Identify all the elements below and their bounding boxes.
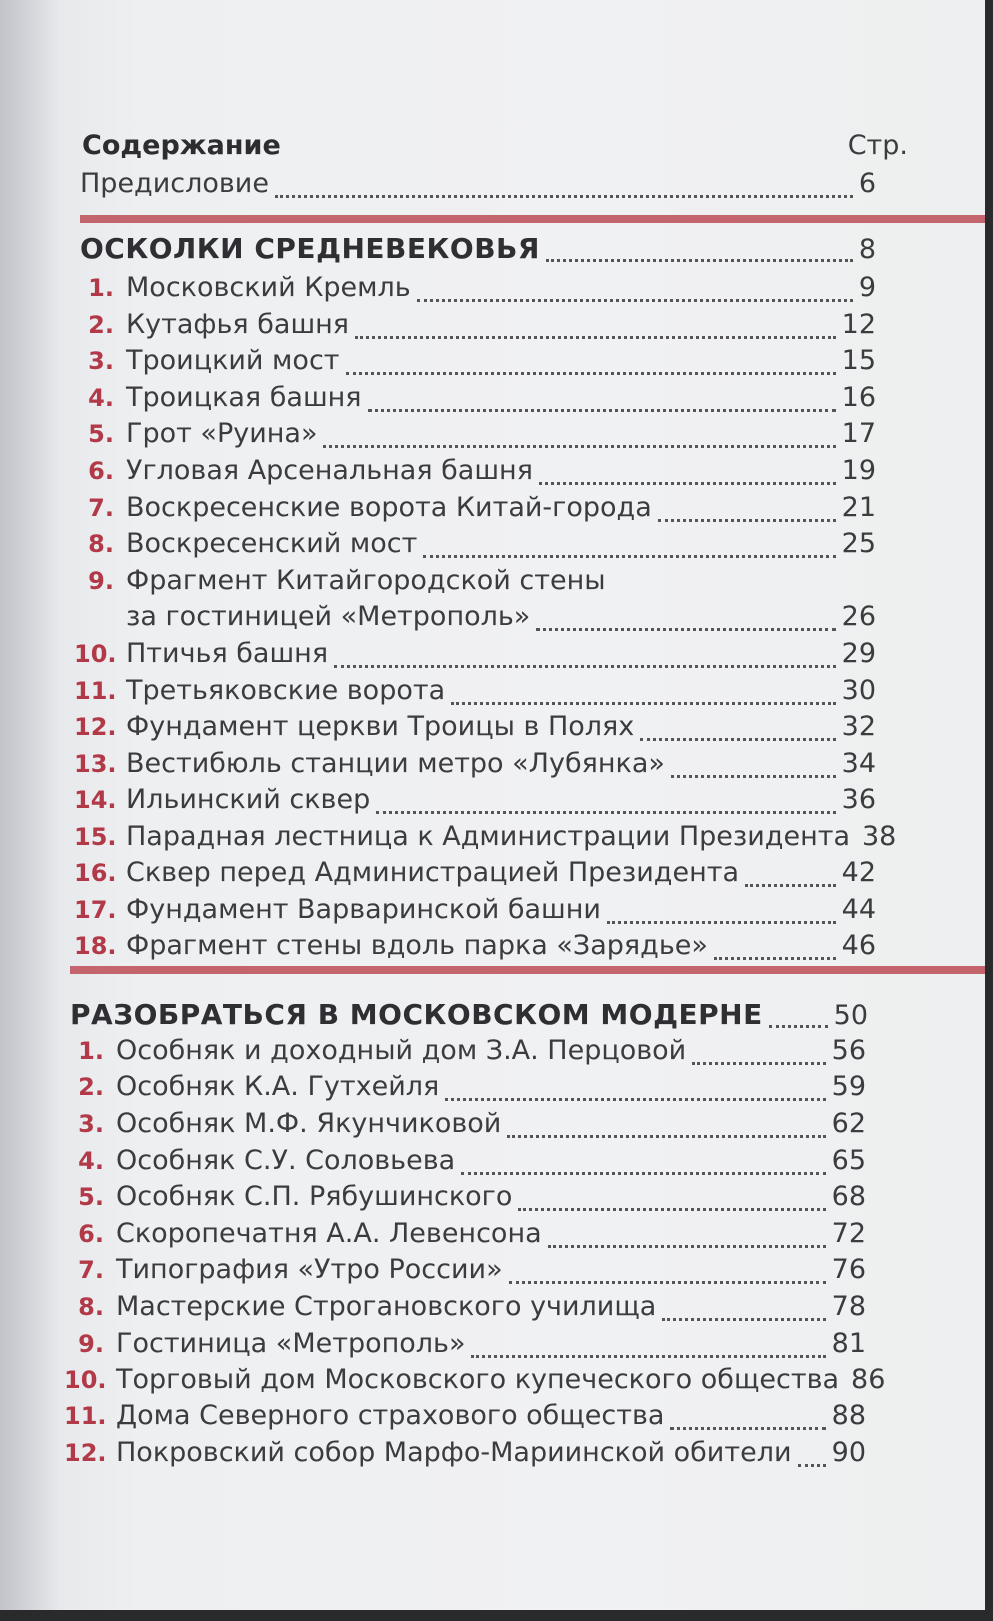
leader-dots <box>670 1427 825 1430</box>
entry-number: 5. <box>78 1183 104 1211</box>
toc-entry-row[interactable] <box>74 565 876 601</box>
toc-entry-row[interactable] <box>74 492 876 528</box>
entry-title: Московский Кремль <box>126 272 411 303</box>
leader-dots <box>692 1062 825 1065</box>
toc-entry-row[interactable] <box>74 784 876 820</box>
section-page: 50 <box>833 1000 868 1031</box>
entry-page: 9 <box>858 272 876 303</box>
entry-number: 11. <box>64 1402 107 1430</box>
entry-title: Мастерские Строгановского училища <box>116 1291 657 1322</box>
leader-dots <box>376 811 835 814</box>
entry-title: Птичья башня <box>126 638 329 669</box>
entry-title: Третьяковские ворота <box>126 675 446 706</box>
entry-number: 3. <box>78 1110 104 1138</box>
entry-title: Покровский собор Марфо-Мариинской обители <box>116 1437 792 1468</box>
leader-dots <box>518 1208 825 1211</box>
entry-number: 16. <box>74 859 117 887</box>
entry-number: 2. <box>88 311 114 339</box>
leader-dots <box>323 445 835 448</box>
leader-dots <box>607 921 836 924</box>
leader-dots <box>714 957 836 960</box>
toc-entry-row[interactable] <box>74 638 876 674</box>
entry-page: 62 <box>831 1108 866 1139</box>
entry-title: Особняк М.Ф. Якунчиковой <box>116 1108 502 1139</box>
entry-title: Особняк С.П. Рябушинского <box>116 1181 513 1212</box>
entry-number: 12. <box>64 1439 107 1467</box>
leader-dots <box>745 884 836 887</box>
leader-dots <box>509 1281 826 1284</box>
toc-entry-row[interactable] <box>64 1145 866 1181</box>
toc-entry-row[interactable] <box>74 930 876 966</box>
entry-number: 10. <box>74 640 117 668</box>
entry-title: Угловая Арсенальная башня <box>126 455 533 486</box>
toc-entry-row[interactable] <box>64 1328 866 1364</box>
entry-page: 17 <box>841 418 876 449</box>
entry-title: Особняк К.А. Гутхейля <box>116 1071 440 1102</box>
entry-number: 15. <box>74 823 117 851</box>
toc-entry-continuation[interactable] <box>126 601 876 637</box>
leader-dots <box>546 259 853 262</box>
entry-page: 42 <box>841 857 876 888</box>
toc-entry-row[interactable] <box>74 418 876 454</box>
entry-number: 2. <box>78 1073 104 1101</box>
entry-page: 21 <box>841 492 876 523</box>
section-title: РАЗОБРАТЬСЯ В МОСКОВСКОМ МОДЕРНЕ <box>70 998 763 1031</box>
section-title: ОСКОЛКИ СРЕДНЕВЕКОВЬЯ <box>80 232 540 265</box>
entry-number: 12. <box>74 713 117 741</box>
entry-title: Типография «Утро России» <box>116 1254 503 1285</box>
leader-dots <box>368 409 836 412</box>
entry-number: 9. <box>78 1330 104 1358</box>
entry-title: Воскресенские ворота Китай-города <box>126 492 652 523</box>
toc-entry-row[interactable] <box>64 1071 866 1107</box>
entry-title: Фрагмент Китайгородской стены <box>126 565 606 596</box>
leader-dots <box>658 519 836 522</box>
leader-dots <box>423 555 835 558</box>
leader-dots <box>417 299 853 302</box>
entry-title: Парадная лестница к Администрации Президента <box>126 821 850 852</box>
toc-entry-row[interactable] <box>64 1254 866 1290</box>
toc-entry-row[interactable] <box>64 1291 866 1327</box>
toc-entry-row[interactable] <box>74 675 876 711</box>
toc-entry-row[interactable] <box>64 1364 886 1400</box>
entry-page: 30 <box>841 675 876 706</box>
entry-page: 65 <box>831 1145 866 1176</box>
entry-number: 10. <box>64 1366 107 1394</box>
toc-entry-row[interactable] <box>64 1035 866 1071</box>
entry-page: 34 <box>841 748 876 779</box>
entry-number: 3. <box>88 347 114 375</box>
leader-dots <box>471 1355 825 1358</box>
leader-dots <box>798 1464 826 1467</box>
entry-page: 25 <box>841 528 876 559</box>
entry-title: Торговый дом Московского купеческого общества <box>116 1364 840 1395</box>
entry-title: Гостиница «Метрополь» <box>116 1328 466 1359</box>
toc-entry-row[interactable] <box>74 382 876 418</box>
entry-number: 11. <box>74 677 117 705</box>
entry-page: 46 <box>841 930 876 961</box>
entry-title: Троицкая башня <box>126 382 362 413</box>
entry-page: 16 <box>841 382 876 413</box>
entry-page: 81 <box>831 1328 866 1359</box>
toc-page-label: Стр. <box>847 130 908 161</box>
toc-title: Содержание <box>82 130 281 161</box>
entry-page: 38 <box>862 821 897 852</box>
entry-page: 29 <box>841 638 876 669</box>
entry-page: 12 <box>841 309 876 340</box>
entry-number: 8. <box>88 530 114 558</box>
entry-title: Троицкий мост <box>126 345 340 376</box>
entry-number: 5. <box>88 420 114 448</box>
toc-entry-row[interactable] <box>64 1218 866 1254</box>
entry-page: 36 <box>841 784 876 815</box>
section-heading-row[interactable] <box>70 998 868 1034</box>
leader-dots <box>445 1098 825 1101</box>
entry-number: 13. <box>74 750 117 778</box>
toc-entry-row[interactable] <box>74 711 876 747</box>
entry-page: 68 <box>831 1181 866 1212</box>
entry-number: 4. <box>88 384 114 412</box>
leader-dots <box>662 1318 825 1321</box>
leader-dots <box>346 372 836 375</box>
section-page: 8 <box>858 234 876 265</box>
entry-page: 56 <box>831 1035 866 1066</box>
toc-entry-row[interactable] <box>74 821 897 857</box>
entry-title: Вестибюль станции метро «Лубянка» <box>126 748 665 779</box>
toc-entry-row[interactable] <box>74 309 876 345</box>
leader-dots <box>539 482 836 485</box>
entry-number: 8. <box>78 1293 104 1321</box>
entry-page: 90 <box>831 1437 866 1468</box>
leader-dots <box>671 775 836 778</box>
entry-number: 6. <box>88 457 114 485</box>
entry-page: 72 <box>831 1218 866 1249</box>
entry-number: 6. <box>78 1220 104 1248</box>
leader-dots <box>355 336 836 339</box>
entry-title: Фрагмент стены вдоль парка «Зарядье» <box>126 930 708 961</box>
leader-dots <box>640 738 835 741</box>
toc-entry-row[interactable] <box>74 272 876 308</box>
leader-dots <box>536 628 835 631</box>
section-divider <box>80 215 985 223</box>
entry-title: Воскресенский мост <box>126 528 418 559</box>
toc-entry-row[interactable] <box>74 345 876 381</box>
toc-entry-row[interactable] <box>64 1181 866 1217</box>
entry-title: Фундамент Варваринской башни <box>126 894 601 925</box>
entry-number: 1. <box>88 274 114 302</box>
entry-page: 88 <box>831 1400 866 1431</box>
preface-page: 6 <box>858 168 876 199</box>
entry-page: 78 <box>831 1291 866 1322</box>
entry-number: 17. <box>74 896 117 924</box>
entry-page: 15 <box>841 345 876 376</box>
entry-title: Сквер перед Администрацией Президента <box>126 857 740 888</box>
toc-entry-row[interactable] <box>74 455 876 491</box>
section-divider <box>70 966 985 974</box>
leader-dots <box>461 1172 825 1175</box>
entry-number: 7. <box>78 1256 104 1284</box>
toc-entry-row[interactable] <box>64 1108 866 1144</box>
entry-page: 86 <box>851 1364 886 1395</box>
toc-entry-row[interactable] <box>74 857 876 893</box>
leader-dots <box>451 702 836 705</box>
leader-dots <box>769 1025 828 1028</box>
leader-dots <box>275 195 853 198</box>
leader-dots <box>548 1245 826 1248</box>
entry-title: Кутафья башня <box>126 309 350 340</box>
entry-page: 44 <box>841 894 876 925</box>
entry-title-continuation: за гостиницей «Метрополь» <box>126 601 531 632</box>
entry-title: Особняк и доходный дом З.А. Перцовой <box>116 1035 687 1066</box>
entry-page: 32 <box>841 711 876 742</box>
section-heading-row[interactable] <box>80 232 876 268</box>
leader-dots <box>334 665 836 668</box>
entry-title: Дома Северного страхового общества <box>116 1400 665 1431</box>
entry-title: Ильинский сквер <box>126 784 371 815</box>
entry-number: 9. <box>88 567 114 595</box>
entry-title: Фундамент церкви Троицы в Полях <box>126 711 635 742</box>
leader-dots <box>507 1135 825 1138</box>
toc-preface-row[interactable] <box>80 168 876 204</box>
toc-entry-row[interactable] <box>74 894 876 930</box>
entry-title: Грот «Руина» <box>126 418 318 449</box>
entry-number: 7. <box>88 494 114 522</box>
preface-title: Предисловие <box>80 168 269 199</box>
entry-title: Скоропечатня А.А. Левенсона <box>116 1218 542 1249</box>
entry-page: 76 <box>831 1254 866 1285</box>
toc-header <box>82 130 908 166</box>
entry-page: 59 <box>831 1071 866 1102</box>
toc-entry-row[interactable] <box>64 1437 866 1473</box>
entry-number: 1. <box>78 1037 104 1065</box>
toc-entry-row[interactable] <box>74 528 876 564</box>
entry-title: Особняк С.У. Соловьева <box>116 1145 456 1176</box>
toc-entry-row[interactable] <box>74 748 876 784</box>
entry-number: 14. <box>74 786 117 814</box>
toc-entry-row[interactable] <box>64 1400 866 1436</box>
entry-number: 18. <box>74 932 117 960</box>
entry-number: 4. <box>78 1147 104 1175</box>
entry-page: 19 <box>841 455 876 486</box>
entry-page: 26 <box>841 601 876 632</box>
